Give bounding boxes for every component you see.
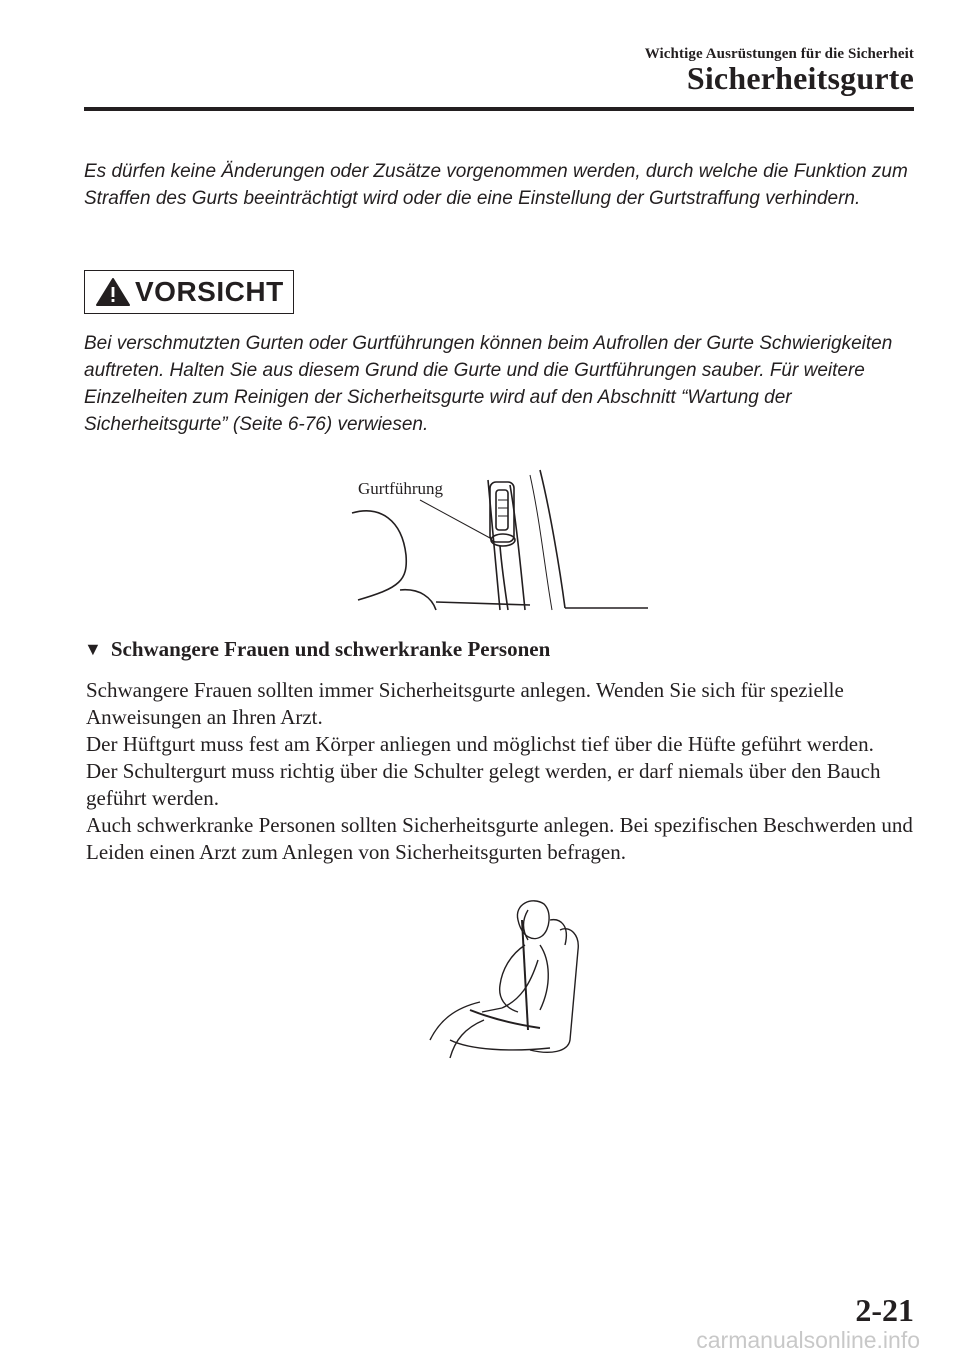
header-subtitle: Wichtige Ausrüstungen für die Sicherheit xyxy=(644,46,914,62)
belt-guide-label: Gurtführung xyxy=(358,479,443,498)
body-paragraph: Der Hüftgurt muss fest am Körper anliegen und möglichst tief über die Hüfte geführt werden. xyxy=(86,732,874,756)
header-divider xyxy=(84,107,914,111)
section-title: Schwangere Frauen und schwerkranke Personen xyxy=(110,637,551,661)
page-number: 2-21 xyxy=(855,1292,914,1328)
intro-paragraph: Es dürfen keine Änderungen oder Zusätze vorgenommen werden, durch welche die Funktion zum Straffen des Gurts beeinträchtigt wird oder die eine Einstellung der Gurtstraffung verhindern. xyxy=(84,161,908,209)
body-paragraph: Der Schultergurt muss richtig über die Schulter gelegt werden, er darf niemals über den Bauch geführt werden. xyxy=(86,759,881,810)
section-heading xyxy=(84,637,550,662)
caution-box xyxy=(84,270,294,314)
section-body xyxy=(86,677,926,866)
page-title: Sicherheitsgurte xyxy=(686,60,914,96)
watermark: carmanualsonline.info xyxy=(696,1327,920,1353)
body-paragraph: Schwangere Frauen sollten immer Sicherheitsgurte anlegen. Wenden Sie sich für spezielle Anweisungen an Ihren Arzt. xyxy=(86,678,844,729)
warning-triangle-icon xyxy=(95,277,131,307)
caution-text: Bei verschmutzten Gurten oder Gurtführungen können beim Aufrollen der Gurte Schwierigkeiten auftreten. Halten Sie aus diesem Grund die Gurte und die Gurtführungen sauber. Für weitere Einzelheiten zum Reinigen der Sicherheitsgurte wird auf den Abschnitt “Wartung der Sicherheitsgurte” (Seite 6-76) verwiesen. xyxy=(84,333,893,435)
body-paragraph: Auch schwerkranke Personen sollten Sicherheitsgurte anlegen. Bei spezifischen Beschwerden und Leiden einen Arzt zum Anlegen von Sicherheitsgurten befragen. xyxy=(86,813,913,864)
pregnant-woman-seatbelt-illustration xyxy=(410,890,590,1065)
caution-label: VORSICHT xyxy=(135,276,284,307)
section-marker-icon: ▼ xyxy=(84,639,102,659)
